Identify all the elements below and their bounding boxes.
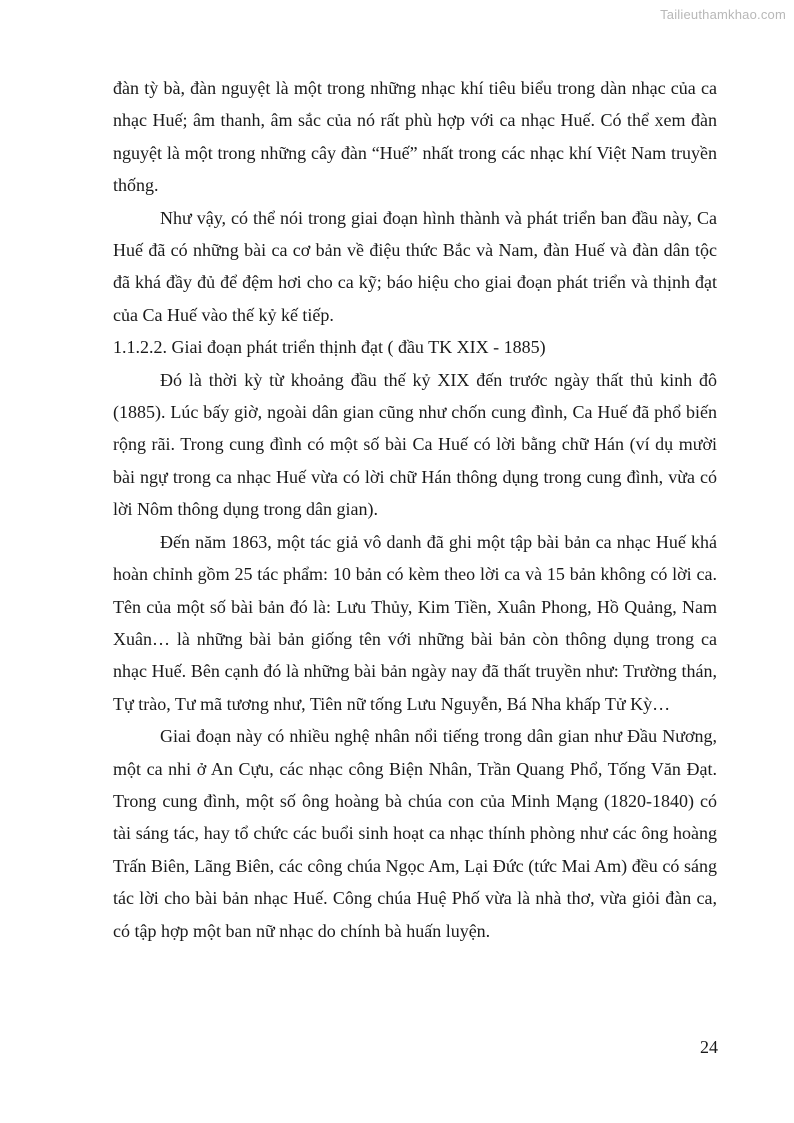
page-body: [113, 72, 717, 947]
paragraph: Như vậy, có thể nói trong giai đoạn hình thành và phát triển ban đầu này, Ca Huế đã có những bài ca cơ bản về điệu thức Bắc và Nam, đàn Huế và đàn dân tộc đã khá đầy đủ để đệm hơi cho ca kỹ; báo hiệu cho giai đoạn phát triển và thịnh đạt của Ca Huế vào thế kỷ kế tiếp.: [113, 207, 717, 325]
paragraph: Đó là thời kỳ từ khoảng đầu thế kỷ XIX đến trước ngày thất thủ kinh đô (1885). Lúc bấy giờ, ngoài dân gian cũng như chốn cung đình, Ca Huế đã phổ biến rộng rãi. Trong cung đình có một số bài Ca Huế có lời bằng chữ Hán (ví dụ mười bài ngự trong ca nhạc Huế vừa có lời chữ Hán thông dụng trong cung đình, vừa có lời Nôm thông dụng trong dân gian).: [113, 369, 717, 520]
section-heading: 1.1.2.2. Giai đoạn phát triển thịnh đạt ( đầu TK XIX - 1885): [113, 337, 546, 358]
page-number: 24: [700, 1037, 718, 1057]
watermark-text: Tailieuthamkhao.com: [660, 7, 786, 22]
paragraph: Giai đoạn này có nhiều nghệ nhân nổi tiếng trong dân gian như Đầu Nương, một ca nhi ở An Cựu, các nhạc công Biện Nhân, Trần Quang Phổ, Tống Văn Đạt. Trong cung đình, một số ông hoàng bà chúa con của Minh Mạng (1820-1840) có tài sáng tác, hay tổ chức các buổi sinh hoạt ca nhạc thính phòng như các ông hoàng Trấn Biên, Lãng Biên, các công chúa Ngọc Am, Lại Đức (tức Mai Am) đều có sáng tác lời cho bài bản nhạc Huế. Công chúa Huệ Phố vừa là nhà thơ, vừa giỏi đàn ca, có tập hợp một ban nữ nhạc do chính bà huấn luyện.: [113, 726, 717, 941]
paragraph-continuation: đàn tỳ bà, đàn nguyệt là một trong những nhạc khí tiêu biểu trong dàn nhạc của ca nhạc Huế; âm thanh, âm sắc của nó rất phù hợp với ca nhạc Huế. Có thể xem đàn nguyệt là một trong những cây đàn “Huế” nhất trong các nhạc khí Việt Nam truyền thống.: [113, 78, 717, 196]
paragraph: Đến năm 1863, một tác giả vô danh đã ghi một tập bài bản ca nhạc Huế khá hoàn chỉnh gồm 25 tác phẩm: 10 bản có kèm theo lời ca và 15 bản không có lời ca. Tên của một số bài bản đó là: Lưu Thủy, Kim Tiền, Xuân Phong, Hồ Quảng, Nam Xuân… là những bài bản giống tên với những bài bản còn thông dụng trong ca nhạc Huế. Bên cạnh đó là những bài bản ngày nay đã thất truyền như: Trường thán, Tự trào, Tư mã tương như, Tiên nữ tống Lưu Nguyễn, Bá Nha khấp Tử Kỳ…: [113, 531, 717, 714]
